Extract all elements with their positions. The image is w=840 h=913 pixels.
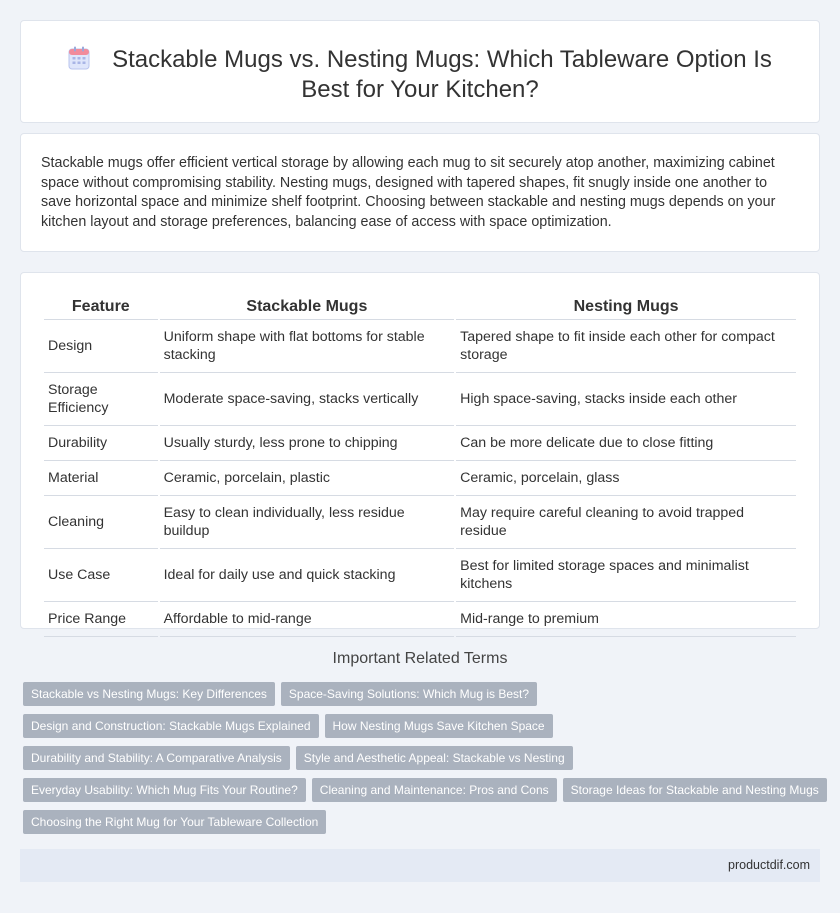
tag-row [23,778,823,810]
comparison-card [20,272,820,629]
related-term-tag[interactable]: How Nesting Mugs Save Kitchen Space [325,714,553,738]
related-terms-list [23,682,823,842]
feature-cell: Material [44,461,158,496]
table-row [44,320,796,373]
related-term-tag[interactable]: Stackable vs Nesting Mugs: Key Differences [23,682,275,706]
table-row [44,373,796,426]
header-feature: Feature [44,296,158,320]
nesting-cell: May require careful cleaning to avoid trapped residue [456,496,796,549]
table-row [44,602,796,637]
feature-cell: Durability [44,426,158,461]
footer [20,849,820,882]
nesting-cell: Tapered shape to fit inside each other for compact storage [456,320,796,373]
related-term-tag[interactable]: Style and Aesthetic Appeal: Stackable vs Nesting [296,746,573,770]
footer-site-name: productdif.com [728,858,810,872]
related-term-tag[interactable]: Everyday Usability: Which Mug Fits Your Routine? [23,778,306,802]
related-term-tag[interactable]: Cleaning and Maintenance: Pros and Cons [312,778,557,802]
page-title-wrap [21,45,819,105]
tag-row [23,682,823,714]
nesting-cell: High space-saving, stacks inside each other [456,373,796,426]
table-row [44,549,796,602]
stackable-cell: Ceramic, porcelain, plastic [160,461,455,496]
table-header-row [44,296,796,320]
feature-cell: Design [44,320,158,373]
stackable-cell: Uniform shape with flat bottoms for stable stacking [160,320,455,373]
tag-row [23,810,823,842]
table-row [44,461,796,496]
table-row [44,496,796,549]
stackable-cell: Usually sturdy, less prone to chipping [160,426,455,461]
page-title: Stackable Mugs vs. Nesting Mugs: Which Tableware Option Is Best for Your Kitchen? [112,46,772,103]
nesting-cell: Can be more delicate due to close fitting [456,426,796,461]
feature-cell: Price Range [44,602,158,637]
tag-row [23,746,823,778]
intro-paragraph: Stackable mugs offer efficient vertical storage by allowing each mug to sit securely atop another, maximizing cabinet space without compromising stability. Nesting mugs, designed with tapered shapes, fit snugly inside one another to save horizontal space and minimize shelf footprint. Choosing between stackable and nesting mugs depends on your kitchen layout and storage preferences, balancing ease of access with space optimization. [41,155,776,230]
header-stackable: Stackable Mugs [160,296,455,320]
feature-cell: Storage Efficiency [44,373,158,426]
related-term-tag[interactable]: Choosing the Right Mug for Your Tableware Collection [23,810,326,834]
related-terms-heading: Important Related Terms [332,650,508,667]
related-term-tag[interactable]: Space-Saving Solutions: Which Mug is Best? [281,682,537,706]
stackable-cell: Moderate space-saving, stacks vertically [160,373,455,426]
nesting-cell: Mid-range to premium [456,602,796,637]
calendar-icon [68,46,90,70]
stackable-cell: Easy to clean individually, less residue buildup [160,496,455,549]
header-nesting: Nesting Mugs [456,296,796,320]
tag-row [23,714,823,746]
nesting-cell: Best for limited storage spaces and minimalist kitchens [456,549,796,602]
feature-cell: Cleaning [44,496,158,549]
comparison-table [42,296,798,637]
related-term-tag[interactable]: Storage Ideas for Stackable and Nesting Mugs [563,778,827,802]
table-row [44,426,796,461]
nesting-cell: Ceramic, porcelain, glass [456,461,796,496]
related-term-tag[interactable]: Durability and Stability: A Comparative Analysis [23,746,290,770]
related-term-tag[interactable]: Design and Construction: Stackable Mugs Explained [23,714,319,738]
stackable-cell: Affordable to mid-range [160,602,455,637]
stackable-cell: Ideal for daily use and quick stacking [160,549,455,602]
intro-card [20,133,820,252]
feature-cell: Use Case [44,549,158,602]
title-card [20,20,820,123]
